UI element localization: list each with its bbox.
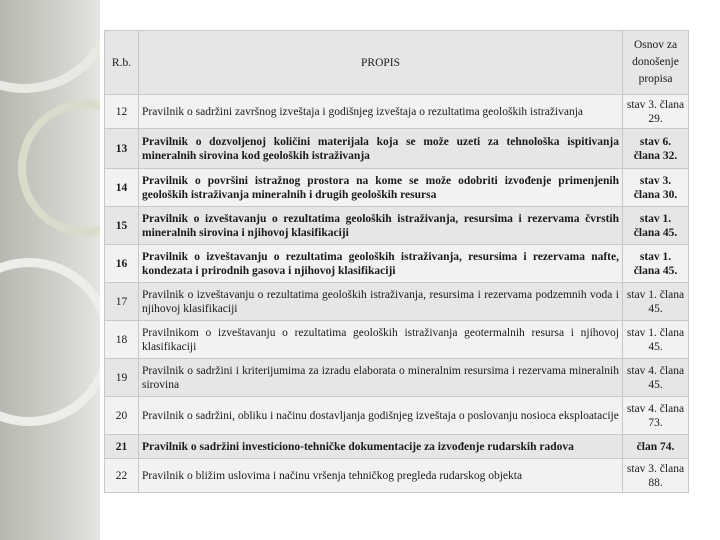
row-basis: stav 3. člana 88. bbox=[623, 459, 689, 493]
row-number: 21 bbox=[105, 435, 139, 459]
row-title: Pravilnik o izveštavanju o rezultatima geoloških istraživanja, resursima i rezervama čvrstih mineralnih sirovina i njihovoj klasifikaciji bbox=[139, 207, 623, 245]
row-title: Pravilnik o izveštavanju o rezultatima geoloških istraživanja, resursima i rezervama nafte, kondezata i prirodnih gasova i njihovoj klasifikaciji bbox=[139, 245, 623, 283]
table-row bbox=[105, 321, 689, 359]
row-basis: stav 3. člana 29. bbox=[623, 95, 689, 129]
table-row bbox=[105, 283, 689, 321]
row-title: Pravilnik o izveštavanju o rezultatima geoloških istraživanja, resursima i rezervama podzemnih voda i njihovoj klasifikaciji bbox=[139, 283, 623, 321]
row-basis: stav 4. člana 45. bbox=[623, 359, 689, 397]
decorative-ring bbox=[0, 0, 100, 93]
row-basis: stav 3. člana 30. bbox=[623, 169, 689, 207]
row-basis: stav 1. člana 45. bbox=[623, 283, 689, 321]
header-number: R.b. bbox=[105, 31, 139, 95]
table-row bbox=[105, 169, 689, 207]
row-title: Pravilnik o površini istražnog prostora na kome se može odobriti izvođenje primenjenih geoloških istraživanja mineralnih i drugih geoloških resursa bbox=[139, 169, 623, 207]
row-number: 22 bbox=[105, 459, 139, 493]
row-title: Pravilnikom o izveštavanju o rezultatima geoloških istraživanja geotermalnih resursa i njihovoj klasifikaciji bbox=[139, 321, 623, 359]
row-number: 13 bbox=[105, 129, 139, 169]
row-title: Pravilnik o sadržini i kriterijumima za izradu elaborata o mineralnim resursima i rezervama mineralnih sirovina bbox=[139, 359, 623, 397]
decorative-side-panel bbox=[0, 0, 100, 540]
table-row bbox=[105, 245, 689, 283]
row-basis: stav 1. člana 45. bbox=[623, 245, 689, 283]
decorative-ring bbox=[0, 258, 100, 426]
table-row bbox=[105, 359, 689, 397]
row-title: Pravilnik o dozvoljenoj količini materijala koja se može uzeti za tehnološka ispitivanja mineralnih sirovina kod geoloških istraživanja bbox=[139, 129, 623, 169]
row-number: 15 bbox=[105, 207, 139, 245]
row-basis: član 74. bbox=[623, 435, 689, 459]
decorative-ring bbox=[18, 100, 100, 236]
row-basis: stav 4. člana 73. bbox=[623, 397, 689, 435]
row-basis: stav 1. člana 45. bbox=[623, 207, 689, 245]
table-header-row bbox=[105, 31, 689, 95]
regulations-table bbox=[104, 30, 689, 493]
row-basis: stav 1. člana 45. bbox=[623, 321, 689, 359]
table-row bbox=[105, 207, 689, 245]
row-title: Pravilnik o sadržini završnog izveštaja i godišnjeg izveštaja o rezultatima geoloških istraživanja bbox=[139, 95, 623, 129]
row-basis: stav 6. člana 32. bbox=[623, 129, 689, 169]
row-number: 19 bbox=[105, 359, 139, 397]
row-number: 20 bbox=[105, 397, 139, 435]
row-title: Pravilnik o sadržini investiciono-tehničke dokumentacije za izvođenje rudarskih radova bbox=[139, 435, 623, 459]
row-number: 18 bbox=[105, 321, 139, 359]
row-title: Pravilnik o bližim uslovima i načinu vršenja tehničkog pregleda rudarskog objekta bbox=[139, 459, 623, 493]
row-number: 17 bbox=[105, 283, 139, 321]
header-regulation: PROPIS bbox=[139, 31, 623, 95]
table-row bbox=[105, 95, 689, 129]
row-number: 12 bbox=[105, 95, 139, 129]
table-row bbox=[105, 459, 689, 493]
row-number: 14 bbox=[105, 169, 139, 207]
row-title: Pravilnik o sadržini, obliku i načinu dostavljanja godišnjeg izveštaja o poslovanju nosioca eksploatacije bbox=[139, 397, 623, 435]
row-number: 16 bbox=[105, 245, 139, 283]
table-row bbox=[105, 435, 689, 459]
table-row bbox=[105, 129, 689, 169]
header-basis: Osnov za donošenje propisa bbox=[623, 31, 689, 95]
table-row bbox=[105, 397, 689, 435]
